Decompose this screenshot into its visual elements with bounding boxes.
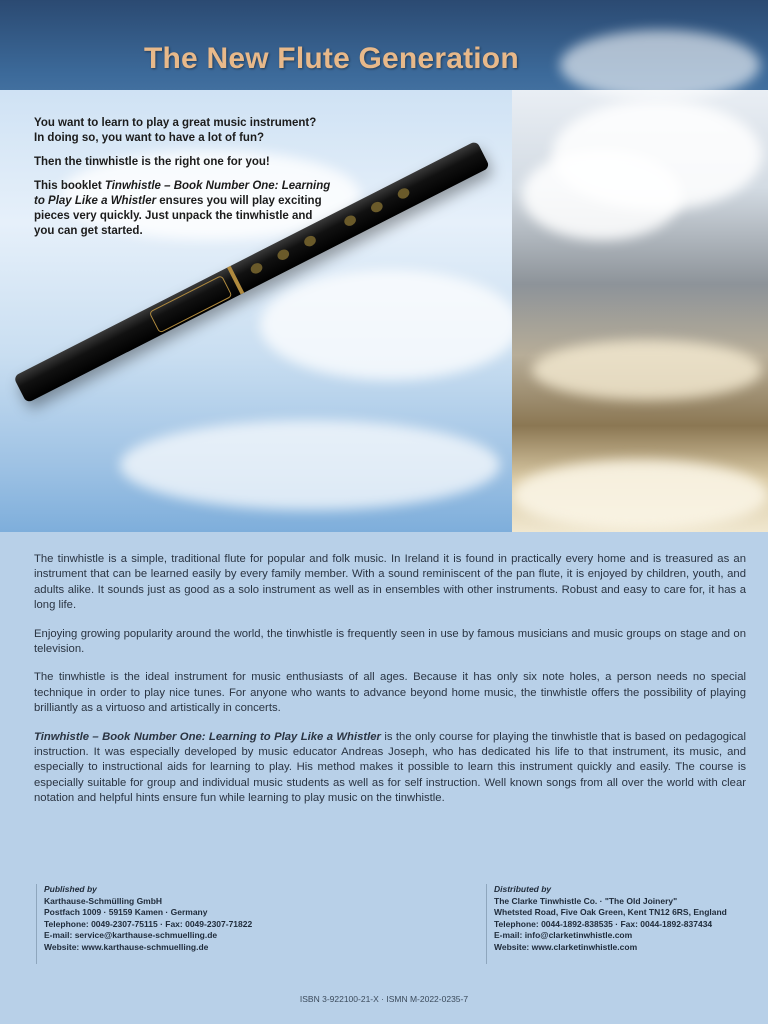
sky-clouds-right bbox=[512, 90, 768, 532]
intro-question: You want to learn to play a great music instrument? In doing so, you want to have a lot of fun? bbox=[34, 117, 317, 144]
divider-left bbox=[36, 884, 37, 964]
intro-booklet: This booklet Tinwhistle – Book Number One: Learning to Play Like a Whistler ensures you will play exciting pieces very quickly. Just unpack the tinwhistle and you can get started. bbox=[34, 180, 331, 237]
distributor-info: Distributed by The Clarke Tinwhistle Co. · "The Old Joinery" Whetsted Road, Five Oak Green, Kent TN12 6RS, England Telephone: 0044-1892-838535 · Fax: 0044-1892-837434 E-mail: info@clarketinwhistle.com Website: www.clarketinwhistle.com bbox=[494, 884, 727, 952]
page-title: The New Flute Generation bbox=[144, 42, 519, 75]
paragraph-2: Enjoying growing popularity around the world, the tinwhistle is frequently seen in use by famous musicians and music groups on stage and on television. bbox=[34, 627, 746, 656]
description bbox=[34, 552, 746, 820]
divider-right bbox=[486, 884, 487, 964]
paragraph-1: The tinwhistle is a simple, traditional flute for popular and folk music. In Ireland it is found in practically every home and is treasured as an instrument that can be learned easily by every family member. With a sound reminiscent of the pan flute, it is enjoyed by children, youth, and adults alike. It sounds just as good as a solo instrument as well as in ensembles with other instruments. Robust and easy to care for, it has a long life. bbox=[34, 553, 746, 612]
intro-answer: Then the tinwhistle is the right one for you! bbox=[34, 156, 270, 168]
intro-text bbox=[34, 116, 334, 248]
paragraph-3: The tinwhistle is the ideal instrument for music enthusiasts of all ages. Because it has only six note holes, a person needs no special technique in order to play nice tunes. For anyone who wants to advance beyond home music, the tinwhistle offers the possibility of playing brilliantly as a virtuoso and artistically in concerts. bbox=[34, 671, 746, 715]
paragraph-4: Tinwhistle – Book Number One: Learning to Play Like a Whistler is the only course for playing the tinwhistle that is based on pedagogical instruction. It was especially developed by music educator Andreas Joseph, who has dedicated his life to that instrument, its music, and especially to instructional aids for learning to play. His method makes it possible to learn this instrument quickly and easily. The course is especially suitable for group and individual music students as well as for self instruction. Well known songs from all over the world with clear notation and helpful hints ensure fun while learning to play music on the tinwhistle. bbox=[34, 730, 746, 805]
isbn-line: ISBN 3-922100-21-X · ISMN M-2022-0235-7 bbox=[299, 994, 469, 1004]
publisher-info: Published by Karthause-Schmülling GmbH Postfach 1009 · 59159 Kamen · Germany Telephone: 0049-2307-75115 · Fax: 0049-2307-71822 E-mail: service@karthause-schmuelling.de Website: www.karthause-schmuelling.de bbox=[44, 884, 253, 952]
